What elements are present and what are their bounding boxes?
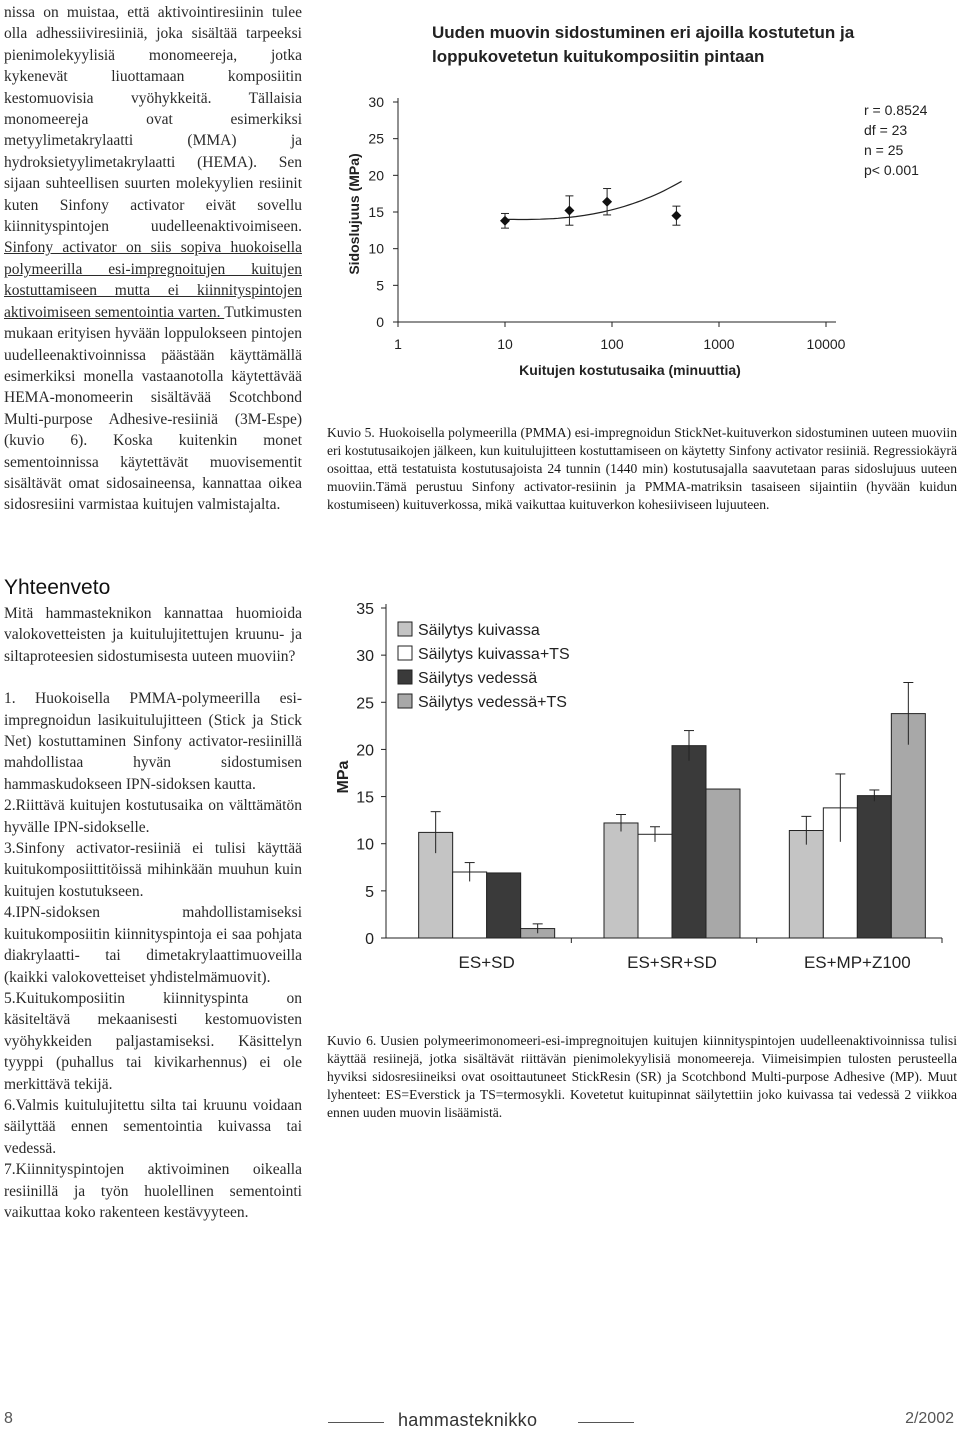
bar xyxy=(672,746,706,938)
summary-item: 6.Valmis kuitulujitettu silta tai kruunu voidaan säilyttää ennen sementointia kuivassa tai vedessä. xyxy=(4,1096,302,1157)
page-footer xyxy=(0,1398,960,1438)
regression-curve xyxy=(505,181,682,219)
legend-swatch xyxy=(398,670,412,684)
y-tick-label: 30 xyxy=(356,648,374,666)
bar-chart xyxy=(326,578,956,998)
bar xyxy=(487,873,521,938)
x-axis-label: Kuitujen kostutusaika (minuuttia) xyxy=(519,362,741,378)
y-tick-label: 0 xyxy=(376,314,384,330)
y-tick-label: 20 xyxy=(356,742,374,760)
data-point xyxy=(500,216,510,226)
figure-6-chart xyxy=(326,578,956,998)
y-tick-label: 10 xyxy=(356,836,374,854)
x-tick-label: 100 xyxy=(600,336,624,352)
data-point xyxy=(602,197,612,207)
x-tick-label: 10000 xyxy=(806,336,846,352)
y-tick-label: 10 xyxy=(368,240,384,257)
footer-rule xyxy=(328,1422,384,1423)
x-tick-label: ES+SD xyxy=(458,953,515,972)
legend-label: Säilytys vedessä+TS xyxy=(418,694,567,711)
y-tick-label: 35 xyxy=(356,601,374,618)
y-axis-label: Sidoslujuus (MPa) xyxy=(346,153,362,275)
section-heading: Yhteenveto xyxy=(4,576,111,599)
y-tick-label: 25 xyxy=(368,130,384,147)
caption-text: Uusien polymeerimonomeeri-esi-impregnoitujen kuitujen kiinnityspintojen uudelleenaktivoinnissa tulisi käyttää resiinejä, jotka sisältävät riittävän pienimolekyylisiä monomeereja. Viimeisimpien tulosten perusteella hyviksi sidosresiineiksi ovat osoittautuneet StickResin (SR) ja Scotchbond Multi-purpose Adhesive (MP). Muut lyhenteet: ES=Everstick ja TS=termosykli. Kovetetut kuitupinnat säilytettiin joko kuivassa tai vedessä 2 viikkoa ennen uuden muovin lisäämistä. xyxy=(327,1033,957,1120)
page-number: 8 xyxy=(4,1410,13,1427)
summary-item: 4.IPN-sidoksen mahdollistamiseksi kuitukomposiitin kiinnityspintoja ei saa pohjata diakrylaatti- tai dimetakrylaattimuoveilla (kaikki valokovetteiset yhdistelmämuovit). xyxy=(4,904,302,986)
y-tick-label: 5 xyxy=(376,277,384,294)
regression-stat: n = 25 xyxy=(864,142,904,158)
x-tick-label: 1 xyxy=(394,336,402,352)
y-axis-label: MPa xyxy=(335,760,352,794)
regression-plot xyxy=(326,2,956,410)
y-tick-label: 30 xyxy=(368,94,384,110)
body-paragraph xyxy=(4,2,302,516)
legend-label: Säilytys kuivassa xyxy=(418,622,540,639)
bar xyxy=(453,872,487,938)
summary-column xyxy=(4,603,302,1223)
y-tick-label: 25 xyxy=(356,695,374,713)
summary-item: 2.Riittävä kuitujen kostutusaika on välttämätön hyvälle IPN-sidokselle. xyxy=(4,797,302,836)
y-tick-label: 0 xyxy=(365,931,374,948)
bar xyxy=(857,796,891,938)
bar xyxy=(638,834,672,938)
body-text: nissa on muistaa, että aktivointiresiinin tulee olla adhessiiviresiiniä, joka sisältää tarpeeksi pienimolekyylisiä monomeereja, jotka kykenevät liuottamaan komposiitin kestomuovisia vyöhykkeitä. Tällaisia monomeereja ovat esimerkiksi metyylimetakrylaatti (MMA) ja hydroksietyylimetakrylaatti (HEMA). Sen sijaan suhteellisen suurten molekyylien resiinit kuten Sinfony activator eivät sovellu kiinnityspintojen uudelleenaktivoimiseen. xyxy=(4,4,302,236)
x-tick-label: 10 xyxy=(497,336,513,352)
issue-number: 2/2002 xyxy=(905,1410,954,1427)
figure-6-caption xyxy=(327,1032,957,1122)
x-tick-label: ES+SR+SD xyxy=(627,953,717,972)
bar xyxy=(891,714,925,938)
x-tick-label: ES+MP+Z100 xyxy=(803,953,911,972)
y-tick-label: 15 xyxy=(356,789,374,807)
legend-swatch xyxy=(398,646,412,660)
legend-swatch xyxy=(398,694,412,708)
caption-text: Huokoisella polymeerilla (PMMA) esi-impregnoidun StickNet-kuituverkon sidostuminen uuteen muoviin eri kostutusaikojen jälkeen, kun kuitulujitteen kostuttamiseen on käytetty Sinfony activator resiiniä. Regressiokäyrä osoittaa, että testatuista kostutusajoista 24 tunnin (1440 min) kostutusajalla saavutetaan paras sidoslujuus uuteen muoviin.Tämä perustuu Sinfony activator-resiinin ja PMMA-matriksin tasaiseen sijaintiin (hyvään kuidun kostumiseen) kuituverkossa, mikä vaikuttaa kuituverkon kohesiiviseen lujuuteen. xyxy=(327,425,958,512)
bar xyxy=(789,831,823,938)
regression-stat: p< 0.001 xyxy=(864,162,919,178)
body-text-underlined: Sinfony activator on siis sopiva huokoisella polymeerilla esi-impregnoitujen kuitujen kostuttamiseen mutta ei kiinnityspintojen aktivoimiseen sementointia varten. xyxy=(4,239,302,321)
regression-stat: r = 0.8524 xyxy=(864,102,928,118)
magazine-name: hammasteknikko xyxy=(398,1410,538,1430)
figure-5-chart xyxy=(326,2,956,410)
legend-label: Säilytys vedessä xyxy=(418,670,538,687)
summary-question: Mitä hammasteknikon kannattaa huomioida valokovetteisten ja kuitulujitettujen kruunu- ja siltaproteesien sidostumisesta uuteen muoviin? xyxy=(4,605,302,665)
data-point xyxy=(671,211,681,221)
bar xyxy=(604,823,638,938)
y-tick-label: 5 xyxy=(365,883,374,901)
bar xyxy=(706,789,740,938)
figure-5-caption xyxy=(327,424,957,514)
body-text-column xyxy=(4,2,302,516)
x-tick-label: 1000 xyxy=(703,336,735,352)
chart-title: loppukovetetun kuitukomposiitin pintaan xyxy=(432,47,765,66)
legend-label: Säilytys kuivassa+TS xyxy=(418,646,570,663)
caption-label: Kuvio 6. xyxy=(327,1033,377,1048)
caption-label: Kuvio 5. xyxy=(327,425,375,440)
y-tick-label: 15 xyxy=(368,204,384,220)
legend-swatch xyxy=(398,622,412,636)
footer-rule xyxy=(578,1422,634,1423)
summary-item: 3.Sinfony activator-resiiniä ei tulisi käyttää kuitukomposiittitöissä mihinkään muuhun kuin kuitujen kostutukseen. xyxy=(4,840,302,900)
chart-title: Uuden muovin sidostuminen eri ajoilla kostutetun ja xyxy=(432,23,855,42)
summary-item: 7.Kiinnityspintojen aktivoiminen oikealla resiinillä ja työn huolellinen sementointi vaikuttaa koko rakenteen kestävyyteen. xyxy=(4,1161,302,1221)
y-tick-label: 20 xyxy=(368,167,384,184)
regression-stat: df = 23 xyxy=(864,122,908,138)
body-text: Tutkimusten mukaan erityisen hyvään loppulokseen pintojen uudelleenaktivoinnissa päästään käyttämällä esimerkiksi monella vastaanotolla käytettävää HEMA-monomeerin sisältävää Scotchbond Multi-purpose Adhesive-resiiniä (3M-Espe) (kuvio 6). Koska kuitenkin monet sementoinnissa käytettävät muovisementit sisältävät omat sidosaineensa, kannattaa oikea sidosresiini varmistaa kuitujen valmistajalta. xyxy=(4,303,302,514)
summary-item: 5.Kuitukomposiitin kiinnityspinta on käsiteltävä mekaanisesti kestomuovisten vyöhykkeiden paljastamiseksi. Käsittelyn tyyppi (puhallus tai kivikarhennus) ei ole merkittävä tekijä. xyxy=(4,989,302,1093)
data-point xyxy=(564,206,574,216)
summary-item: 1. Huokoisella PMMA-polymeerilla esi-impregnoidun lasikuitulujitteen (Stick ja Stick Net) kostuttaminen Sinfony activator-resiinillä mahdollistaa hyvän sidostumisen hammaskudokseen IPN-sidoksen kautta. xyxy=(4,690,302,793)
